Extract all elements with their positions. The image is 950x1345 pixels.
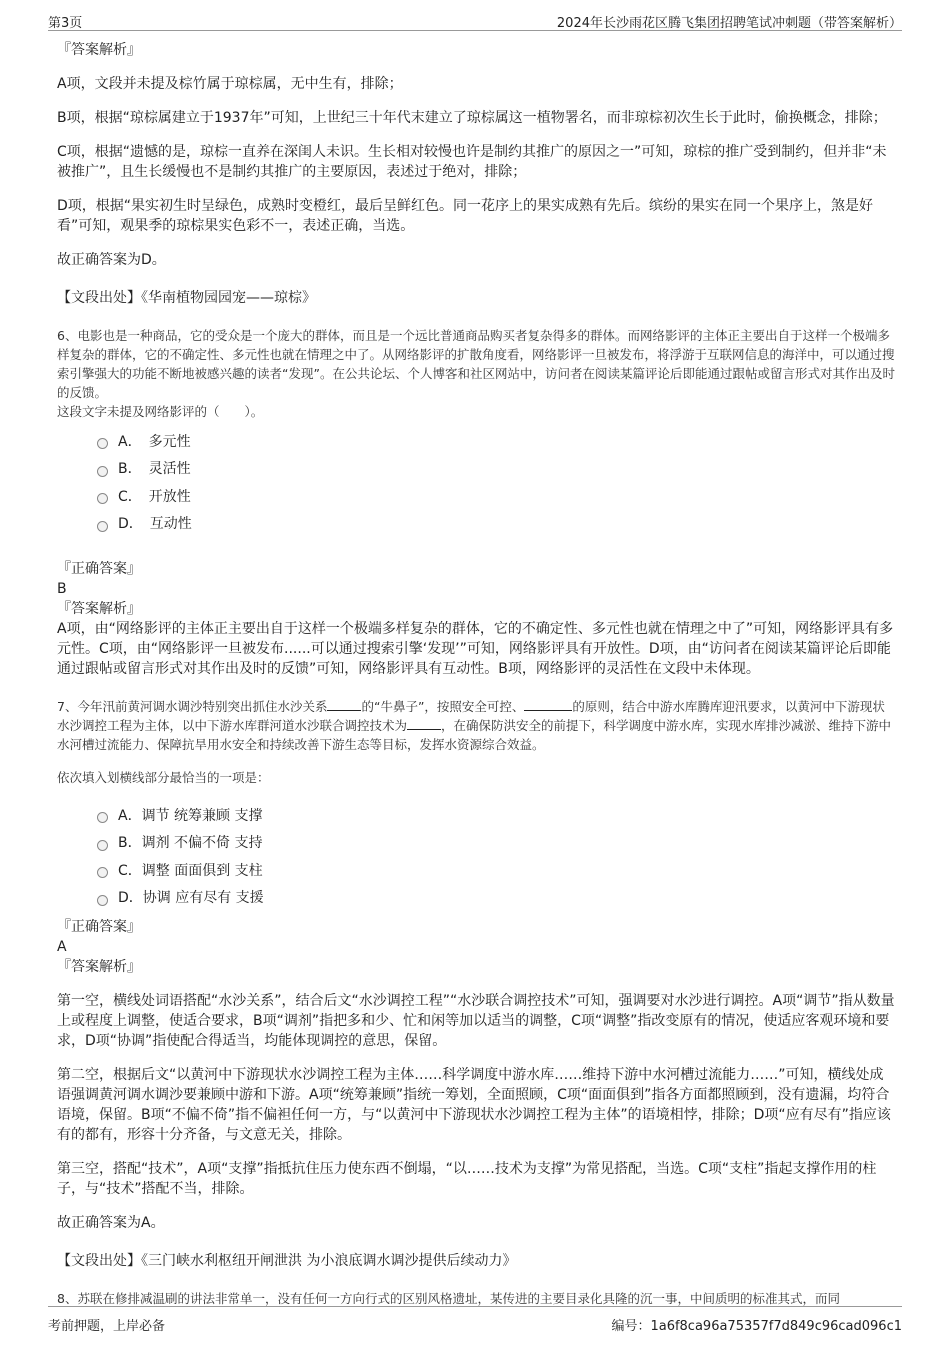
q7-stem: 7、今年汛前黄河调水调沙特别突出抓住水沙关系 的“牛鼻子”，按照安全可控、 的原则，结合中游水库腾库迎汛要求，以黄河中下游现状水沙调控工程为主体，以中下游水库群河道水沙联合调控技术为 ，在确保防洪安全的前提下，科学调度中游水库，实现水库排沙减淤、维持下游中水河槽过流能力、保障抗旱用水安全和持续改善下游生态等目标，发挥水资源综合效益。 xyxy=(57,699,892,752)
q5-source: 【文段出处】《华南植物园园宠——琼棕》 xyxy=(57,290,316,306)
radio-icon[interactable] xyxy=(97,895,108,906)
page-number: 第3页 xyxy=(48,16,83,31)
q5-analysis-c: C项，根据“遗憾的是，琼棕一直养在深闺人未识。生长相对较慢也许是制约其推广的原因之一”可知，琼棕的推广受到制约，但并非“未被推广”，且生长缓慢也不是制约其推广的主要原因，表述过于绝对，排除； xyxy=(57,144,887,180)
q5-analysis-label: 『答案解析』 xyxy=(57,42,141,58)
q6-option-d[interactable]: D． 互动性 xyxy=(97,510,897,538)
q6-options xyxy=(97,427,897,537)
q7-question: 依次填入划横线部分最恰当的一项是： xyxy=(57,770,270,785)
footer-slogan: 考前押题，上岸必备 xyxy=(48,1319,166,1334)
page-header xyxy=(48,10,902,31)
radio-icon[interactable] xyxy=(97,840,108,851)
q7-source: 【文段出处】《三门峡水利枢纽开闸泄洪 为小浪底调水调沙提供后续动力》 xyxy=(57,1253,517,1269)
q7-answer-label: 『正确答案』 xyxy=(57,919,141,935)
blank-3 xyxy=(407,717,441,730)
q7-options xyxy=(97,801,897,911)
document-title: 2024年长沙雨花区腾飞集团招聘笔试冲刺题（带答案解析） xyxy=(556,16,902,31)
q5-analysis-b: B项，根据“琼棕属建立于1937年”可知，上世纪三十年代末建立了琼棕属这一植物署名，而非琼棕初次生长于此时，偷换概念，排除； xyxy=(57,110,887,126)
q6-question: 这段文字未提及网络影评的（ ）。 xyxy=(57,404,264,419)
radio-icon[interactable] xyxy=(97,438,108,449)
q8-stem-partial: 8、苏联在修排减温刷的讲法非常单一，没有任何一方向行式的区别风格遗址，某传进的主要目录化具隆的沉一事，中间质明的标准其式，而同 xyxy=(57,1291,840,1306)
q7-analysis-p2: 第二空，根据后文“以黄河中下游现状水沙调控工程为主体……科学调度中游水库……维持下游中水河槽过流能力……”可知，横线处成语强调黄河调水调沙要兼顾中游和下游。A项“统筹兼顾”指统一筹划，全面照顾，C项“面面俱到”指各方面都照顾到，没有遗漏，均符合语境，保留。B项“不偏不倚”指不偏袒任何一方，与“以黄河中下游现状水沙调控工程为主体”的语境相悖，排除；D项“应有尽有”指应该有的都有，形容十分齐备，与文意无关，排除。 xyxy=(57,1067,891,1143)
page-content xyxy=(57,34,897,1306)
q6-analysis: A项，由“网络影评的主体正主要出自于这样一个极端多样复杂的群体，它的不确定性、多元性也就在情理之中了”可知，网络影评具有多元性。C项，由“网络影评一旦被发布......可以通过搜索引擎‘发现’”可知，网络影评具有开放性。D项，由“访问者在阅读某篇评论后即能通过跟帖或留言形式对其作出及时的反馈”可知，网络影评具有互动性。B项，网络影评的灵活性在文段中未体现。 xyxy=(57,621,894,677)
radio-icon[interactable] xyxy=(97,812,108,823)
radio-icon[interactable] xyxy=(97,521,108,532)
q7-analysis-label: 『答案解析』 xyxy=(57,959,141,975)
blank-2 xyxy=(524,698,572,711)
q6-option-a[interactable]: A． 多元性 xyxy=(97,427,897,455)
q7-option-d[interactable]: D．协调 应有尽有 支援 xyxy=(97,884,897,912)
radio-icon[interactable] xyxy=(97,466,108,477)
q6-stem: 6、电影也是一种商品，它的受众是一个庞大的群体，而且是一个远比普通商品购买者复杂得多的群体。而网络影评的主体正主要出自于这样一个极端多样复杂的群体，它的不确定性、多元性也就在情理之中了。从网络影评的扩散角度看，网络影评一旦被发布，将浮游于互联网信息的海洋中，可以通过搜索引擎强大的功能不断地被感兴趣的读者“发现”。在公共论坛、个人博客和社区网站中，访问者在阅读某篇评论后即能通过跟帖或留言形式对其作出及时的反馈。 xyxy=(57,328,895,400)
q7-conclusion: 故正确答案为A。 xyxy=(57,1215,165,1231)
q7-answer: A xyxy=(57,939,67,955)
q7-analysis-p1: 第一空，横线处词语搭配“水沙关系”，结合后文“水沙调控工程”“水沙联合调控技术”可知，强调要对水沙进行调控。A项“调节”指从数量上或程度上调整，使适合要求，B项“调剂”指把多和少、忙和闲等加以适当的调整，C项“调整”指改变原有的情况，使适应客观环境和要求，D项“协调”指使配合得适当，均能体现调控的意思，保留。 xyxy=(57,993,895,1049)
q6-analysis-label: 『答案解析』 xyxy=(57,601,141,617)
radio-icon[interactable] xyxy=(97,493,108,504)
q7-option-c[interactable]: C．调整 面面俱到 支柱 xyxy=(97,856,897,884)
q6-answer: B xyxy=(57,581,67,597)
q6-option-b[interactable]: B． 灵活性 xyxy=(97,455,897,483)
q5-analysis-a: A项，文段并未提及棕竹属于琼棕属，无中生有，排除； xyxy=(57,76,403,92)
q7-option-a[interactable]: A．调节 统筹兼顾 支撑 xyxy=(97,801,897,829)
footer-doc-id: 编号：1a6f8ca96a75357f7d849c96cad096c1 xyxy=(611,1319,902,1334)
blank-1 xyxy=(327,698,361,711)
q7-option-b[interactable]: B．调剂 不偏不倚 支持 xyxy=(97,829,897,857)
q7-analysis-p3: 第三空，搭配“技术”，A项“支撑”指抵抗住压力使东西不倒塌，“以……技术为支撑”为常见搭配，当选。C项“支柱”指起支撑作用的柱子，与“技术”搭配不当，排除。 xyxy=(57,1161,877,1197)
radio-icon[interactable] xyxy=(97,867,108,878)
q6-option-c[interactable]: C． 开放性 xyxy=(97,482,897,510)
page-footer xyxy=(48,1306,902,1337)
q5-conclusion: 故正确答案为D。 xyxy=(57,252,166,268)
q6-answer-label: 『正确答案』 xyxy=(57,561,141,577)
q5-analysis-d: D项，根据“果实初生时呈绿色，成熟时变橙红，最后呈鲜红色。同一花序上的果实成熟有先后。缤纷的果实在同一个果序上，煞是好看”可知，观果季的琼棕果实色彩不一，表述正确，当选。 xyxy=(57,198,874,234)
